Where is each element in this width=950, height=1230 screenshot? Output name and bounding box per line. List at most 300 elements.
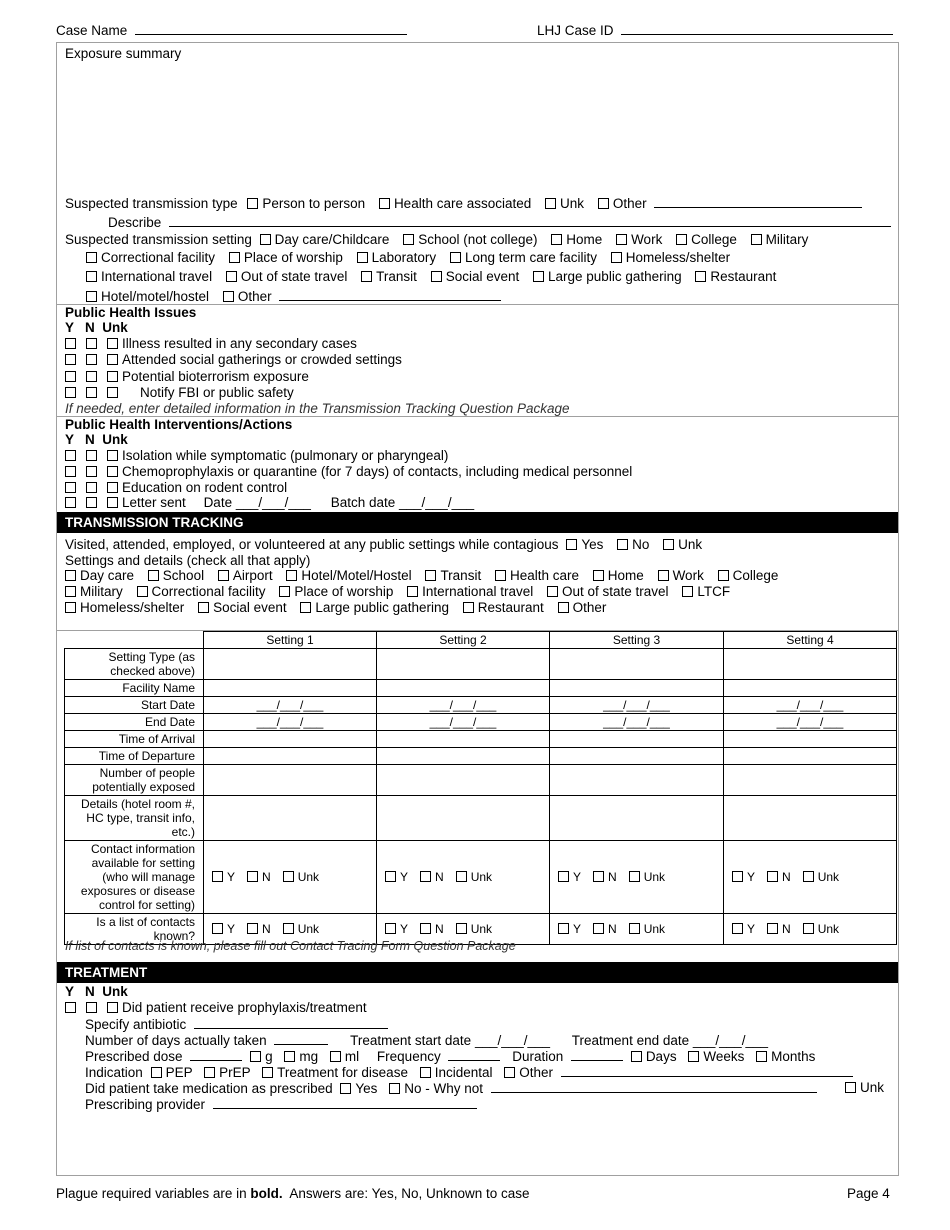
ind-incidental[interactable]: Incidental [420, 1065, 493, 1080]
table-header-row [65, 632, 897, 649]
antibiotic-row [85, 1016, 388, 1033]
checkbox[interactable] [86, 252, 97, 263]
checkbox-unk[interactable] [803, 923, 814, 934]
yn-cell: Y N Unk [724, 841, 897, 914]
checkbox-n[interactable] [420, 871, 431, 882]
frequency-input[interactable] [448, 1048, 500, 1061]
opt-college[interactable]: College [676, 232, 737, 247]
duration-label: Duration [512, 1049, 564, 1064]
days-label: Number of days actually taken [85, 1033, 267, 1048]
checkbox[interactable] [198, 602, 209, 613]
checkbox-n[interactable] [767, 871, 778, 882]
opt-correctional[interactable]: Correctional facility [137, 584, 266, 599]
opt-intl-travel[interactable]: International travel [86, 269, 212, 284]
letter-date-label: Date [203, 495, 233, 510]
contacts-note: If list of contacts is known, please fill out Contact Tracing Form Question Package [65, 939, 516, 953]
lhj-case-id-label: LHJ Case ID [537, 23, 614, 38]
opt-social-event[interactable]: Social event [431, 269, 520, 284]
checkbox[interactable] [262, 1067, 273, 1078]
opt-out-of-state[interactable]: Out of state travel [547, 584, 669, 599]
checkbox[interactable] [340, 1083, 351, 1094]
opt-ltc[interactable]: Long term care facility [450, 250, 597, 265]
date-cell[interactable]: ___/___/___ [724, 697, 897, 714]
dose-input[interactable] [190, 1048, 242, 1061]
row-label: Start Date [65, 697, 204, 714]
date-cell[interactable]: ___/___/___ [724, 714, 897, 731]
row-label: Time of Departure [65, 748, 204, 765]
checkbox[interactable] [204, 1067, 215, 1078]
checkbox[interactable] [300, 602, 311, 613]
checkbox[interactable] [286, 570, 297, 581]
opt-other[interactable]: Other [558, 600, 607, 615]
visited-yes[interactable]: Yes [566, 537, 603, 552]
provider-input[interactable] [213, 1096, 477, 1109]
checkbox[interactable] [389, 1083, 400, 1094]
opt-social-event[interactable]: Social event [198, 600, 287, 615]
checkbox[interactable] [218, 570, 229, 581]
transmission-tracking-bar: TRANSMISSION TRACKING [57, 512, 898, 533]
ind-prep[interactable]: PrEP [204, 1065, 250, 1080]
visited-row [65, 537, 702, 553]
opt-ltcf[interactable]: LTCF [682, 584, 730, 599]
took-row [85, 1080, 817, 1097]
checkbox[interactable] [229, 252, 240, 263]
checkbox-n[interactable] [420, 923, 431, 934]
table-cell[interactable] [724, 748, 897, 765]
checkbox-unk[interactable] [456, 871, 467, 882]
checkbox[interactable] [718, 570, 729, 581]
end-date-label: Treatment end date [571, 1033, 690, 1048]
opt-home[interactable]: Home [593, 568, 644, 583]
date-cell[interactable]: ___/___/___ [550, 714, 724, 731]
days-row [85, 1032, 768, 1049]
table-row [65, 697, 897, 714]
table-cell[interactable] [724, 796, 897, 841]
table-cell[interactable] [204, 765, 377, 796]
checkbox[interactable] [361, 271, 372, 282]
batch-date-label: Batch date [330, 495, 396, 510]
checkbox[interactable] [504, 1067, 515, 1078]
table-cell[interactable] [204, 649, 377, 680]
checkbox[interactable] [631, 1051, 642, 1062]
opt-correctional[interactable]: Correctional facility [86, 250, 215, 265]
opt-daycare[interactable]: Day care/Childcare [260, 232, 390, 247]
start-date-input[interactable]: ___/___/___ [474, 1033, 551, 1048]
table-cell[interactable] [204, 748, 377, 765]
checkbox-y[interactable] [65, 450, 76, 461]
table-row [65, 841, 897, 914]
date-cell[interactable]: ___/___/___ [204, 714, 377, 731]
opt-setting-other[interactable]: Other [223, 289, 272, 304]
phi-title: Public Health Issues [65, 305, 197, 320]
checkbox[interactable] [566, 539, 577, 550]
checkbox-unk[interactable] [107, 482, 118, 493]
checkbox[interactable] [558, 602, 569, 613]
antibiotic-input[interactable] [194, 1016, 388, 1029]
opt-restaurant[interactable]: Restaurant [695, 269, 776, 284]
opt-transit[interactable]: Transit [361, 269, 417, 284]
setting-row-3 [86, 269, 776, 285]
intervention-item: Letter sent Date ___/___/___ Batch date ___/___/___ [65, 495, 474, 511]
visited-unk[interactable]: Unk [663, 537, 702, 552]
checkbox[interactable] [845, 1082, 856, 1093]
treatment-question-row: Did patient receive prophylaxis/treatment [65, 1000, 367, 1016]
checkbox[interactable] [86, 291, 97, 302]
checkbox[interactable] [611, 252, 622, 263]
lhj-case-id-input[interactable] [621, 22, 893, 35]
checkbox-unk[interactable] [107, 1002, 118, 1013]
checkbox-y[interactable] [558, 871, 569, 882]
unit-days[interactable]: Days [631, 1049, 677, 1064]
checkbox[interactable] [137, 586, 148, 597]
checkbox[interactable] [65, 586, 76, 597]
checkbox[interactable] [403, 234, 414, 245]
checkbox-n[interactable] [247, 871, 258, 882]
indication-row [85, 1064, 853, 1081]
checkbox[interactable] [450, 252, 461, 263]
indication-other-input[interactable] [561, 1064, 853, 1077]
yn-cell: Y N Unk [204, 841, 377, 914]
opt-restaurant[interactable]: Restaurant [463, 600, 544, 615]
table-cell[interactable] [204, 731, 377, 748]
checkbox-y[interactable] [385, 871, 396, 882]
checkbox-y[interactable] [558, 923, 569, 934]
checkbox-unk[interactable] [629, 871, 640, 882]
checkbox[interactable] [695, 271, 706, 282]
start-date-label: Treatment start date [350, 1033, 472, 1048]
checkbox-y[interactable] [65, 354, 76, 365]
opt-airport[interactable]: Airport [218, 568, 273, 583]
visited-no[interactable]: No [617, 537, 649, 552]
checkbox[interactable] [226, 271, 237, 282]
opt-home[interactable]: Home [551, 232, 602, 247]
checkbox[interactable] [617, 539, 628, 550]
row-label: Details (hotel room #, HC type, transit info, etc.) [65, 796, 204, 841]
table-cell[interactable] [550, 731, 724, 748]
row-label: Number of people potentially exposed [65, 765, 204, 796]
checkbox[interactable] [495, 570, 506, 581]
checkbox-unk[interactable] [107, 450, 118, 461]
checkbox[interactable] [616, 234, 627, 245]
checkbox-unk[interactable] [629, 923, 640, 934]
ind-pep[interactable]: PEP [151, 1065, 193, 1080]
unit-mg[interactable]: mg [284, 1049, 318, 1064]
setting-row-1 [65, 232, 808, 248]
describe-row [108, 214, 891, 231]
date-cell[interactable]: ___/___/___ [550, 697, 724, 714]
table-cell[interactable] [377, 796, 550, 841]
antibiotic-label: Specify antibiotic [85, 1017, 187, 1032]
checkbox[interactable] [463, 602, 474, 613]
opt-school[interactable]: School (not college) [403, 232, 537, 247]
checkbox-n[interactable] [767, 923, 778, 934]
checkbox[interactable] [751, 234, 762, 245]
phi-note: If needed, enter detailed information in the Transmission Tracking Question Package [65, 401, 570, 416]
checkbox[interactable] [431, 271, 442, 282]
table-cell[interactable] [377, 649, 550, 680]
checkbox-y[interactable] [732, 923, 743, 934]
checkbox[interactable] [425, 570, 436, 581]
table-cell[interactable] [550, 649, 724, 680]
checkbox-unk[interactable] [107, 387, 118, 398]
letter-date-input[interactable]: ___/___/___ [235, 495, 311, 510]
checkbox[interactable] [688, 1051, 699, 1062]
table-cell[interactable] [724, 680, 897, 697]
checkbox-n[interactable] [86, 497, 97, 508]
checkbox[interactable] [86, 271, 97, 282]
checkbox-n[interactable] [86, 338, 97, 349]
checkbox[interactable] [247, 198, 258, 209]
describe-input[interactable] [169, 214, 891, 227]
dose-row [85, 1048, 815, 1065]
transmission-setting-label: Suspected transmission setting [65, 232, 252, 247]
yn-cell: Y N Unk [377, 841, 550, 914]
row-label: Setting Type (as checked above) [65, 649, 204, 680]
checkbox-unk[interactable] [107, 371, 118, 382]
table-row [65, 796, 897, 841]
checkbox-n[interactable] [86, 466, 97, 477]
checkbox-y[interactable] [65, 482, 76, 493]
checkbox-n[interactable] [593, 871, 604, 882]
checkbox-y[interactable] [65, 497, 76, 508]
opt-laboratory[interactable]: Laboratory [357, 250, 437, 265]
case-name-input[interactable] [135, 22, 407, 35]
settings-table [64, 631, 897, 945]
opt-military[interactable]: Military [751, 232, 809, 247]
ind-other[interactable]: Other [504, 1065, 553, 1080]
intervention-item: Education on rodent control [65, 480, 287, 496]
exposure-summary-label: Exposure summary [65, 46, 182, 61]
setting-other-input[interactable] [279, 288, 501, 301]
opt-school[interactable]: School [148, 568, 204, 583]
checkbox[interactable] [676, 234, 687, 245]
row-label: Time of Arrival [65, 731, 204, 748]
took-yes[interactable]: Yes [340, 1081, 377, 1096]
checkbox-y[interactable] [65, 338, 76, 349]
date-cell[interactable]: ___/___/___ [377, 697, 550, 714]
table-corner [65, 632, 204, 649]
checkbox-unk[interactable] [456, 923, 467, 934]
checkbox-unk[interactable] [803, 871, 814, 882]
opt-large-gathering[interactable]: Large public gathering [300, 600, 449, 615]
opt-hotel[interactable]: Hotel/Motel/Hostel [286, 568, 411, 583]
checkbox[interactable] [223, 291, 234, 302]
table-row [65, 714, 897, 731]
checkbox-n[interactable] [593, 923, 604, 934]
opt-health-care[interactable]: Health care [495, 568, 579, 583]
checkbox-unk[interactable] [283, 923, 294, 934]
checkbox[interactable] [663, 539, 674, 550]
table-cell[interactable] [550, 796, 724, 841]
provider-label: Prescribing provider [85, 1097, 206, 1112]
opt-work[interactable]: Work [616, 232, 662, 247]
checkbox[interactable] [357, 252, 368, 263]
opt-unk[interactable]: Unk [545, 196, 584, 211]
checkbox[interactable] [682, 586, 693, 597]
dose-label: Prescribed dose [85, 1049, 183, 1064]
opt-work[interactable]: Work [658, 568, 704, 583]
interventions-yn-header: Y N Unk [65, 432, 128, 447]
table-cell[interactable] [204, 796, 377, 841]
phi-item: Notify FBI or public safety [65, 385, 294, 401]
opt-health-care-associated[interactable]: Health care associated [379, 196, 531, 211]
other-type-input[interactable] [654, 195, 862, 208]
checkbox-n[interactable] [86, 482, 97, 493]
checkbox[interactable] [379, 198, 390, 209]
tracking-row-2 [65, 584, 730, 600]
took-no[interactable]: No - Why not [389, 1081, 483, 1096]
setting-row-2 [86, 250, 730, 266]
table-cell[interactable] [377, 765, 550, 796]
checkbox[interactable] [658, 570, 669, 581]
table-cell[interactable] [377, 731, 550, 748]
checkbox-y[interactable] [212, 923, 223, 934]
table-row [65, 649, 897, 680]
table-row [65, 765, 897, 796]
opt-military[interactable]: Military [65, 584, 123, 599]
unit-ml[interactable]: ml [330, 1049, 359, 1064]
table-cell[interactable] [724, 649, 897, 680]
yn-cell: Y N Unk [204, 914, 377, 945]
checkbox-y[interactable] [65, 1002, 76, 1013]
case-name-field[interactable] [56, 22, 407, 39]
checkbox-y[interactable] [65, 466, 76, 477]
yn-cell: Y N Unk [724, 914, 897, 945]
checkbox[interactable] [598, 198, 609, 209]
table-cell[interactable] [550, 765, 724, 796]
setting-row-4 [86, 288, 501, 305]
opt-large-gathering[interactable]: Large public gathering [533, 269, 682, 284]
lhj-case-id-field[interactable] [537, 22, 893, 39]
checkbox[interactable] [533, 271, 544, 282]
opt-worship[interactable]: Place of worship [229, 250, 343, 265]
column-header: Setting 3 [550, 632, 724, 649]
checkbox[interactable] [545, 198, 556, 209]
unit-g[interactable]: g [250, 1049, 273, 1064]
checkbox[interactable] [756, 1051, 767, 1062]
yn-cell: Y N Unk [550, 914, 724, 945]
column-header: Setting 1 [204, 632, 377, 649]
table-cell[interactable] [377, 680, 550, 697]
checkbox-unk[interactable] [107, 466, 118, 477]
opt-college[interactable]: College [718, 568, 779, 583]
duration-input[interactable] [571, 1048, 623, 1061]
opt-daycare[interactable]: Day care [65, 568, 134, 583]
table-row [65, 680, 897, 697]
table-cell[interactable] [724, 731, 897, 748]
end-date-input[interactable]: ___/___/___ [692, 1033, 768, 1048]
date-cell[interactable]: ___/___/___ [204, 697, 377, 714]
page-number: Page 4 [847, 1186, 890, 1201]
unit-months[interactable]: Months [756, 1049, 815, 1064]
checkbox-n[interactable] [86, 387, 97, 398]
table-row [65, 748, 897, 765]
opt-homeless[interactable]: Homeless/shelter [611, 250, 730, 265]
column-header: Setting 2 [377, 632, 550, 649]
table-cell[interactable] [377, 748, 550, 765]
checkbox[interactable] [420, 1067, 431, 1078]
phi-item: Potential bioterrorism exposure [65, 369, 309, 385]
phi-item: Attended social gatherings or crowded settings [65, 352, 402, 368]
frequency-label: Frequency [376, 1049, 441, 1064]
checkbox-n[interactable] [247, 923, 258, 934]
opt-transit[interactable]: Transit [425, 568, 481, 583]
opt-other[interactable]: Other [598, 196, 647, 211]
row-label: Is a list of contacts known? [65, 914, 204, 945]
checkbox-unk[interactable] [283, 871, 294, 882]
checkbox-n[interactable] [86, 450, 97, 461]
took-unk[interactable]: Unk [845, 1080, 884, 1096]
opt-homeless[interactable]: Homeless/shelter [65, 600, 184, 615]
opt-hotel[interactable]: Hotel/motel/hostel [86, 289, 209, 304]
describe-label: Describe [108, 215, 162, 230]
opt-person-to-person[interactable]: Person to person [247, 196, 365, 211]
interventions-title: Public Health Interventions/Actions [65, 417, 293, 432]
unit-weeks[interactable]: Weeks [688, 1049, 744, 1064]
checkbox[interactable] [65, 602, 76, 613]
checkbox[interactable] [330, 1051, 341, 1062]
checkbox[interactable] [148, 570, 159, 581]
treatment-yn-header: Y N Unk [65, 984, 128, 999]
ind-treatment[interactable]: Treatment for disease [262, 1065, 408, 1080]
checkbox-y[interactable] [732, 871, 743, 882]
tracking-row-1 [65, 568, 778, 584]
checkbox-n[interactable] [86, 1002, 97, 1013]
checkbox-y[interactable] [385, 923, 396, 934]
checkbox[interactable] [593, 570, 604, 581]
opt-intl-travel[interactable]: International travel [407, 584, 533, 599]
why-not-input[interactable] [491, 1080, 817, 1093]
yn-cell: Y N Unk [377, 914, 550, 945]
checkbox[interactable] [547, 586, 558, 597]
checkbox-unk[interactable] [107, 497, 118, 508]
checkbox-n[interactable] [86, 354, 97, 365]
days-input[interactable] [274, 1032, 328, 1045]
tracking-row-3 [65, 600, 606, 616]
checkbox[interactable] [551, 234, 562, 245]
batch-date-input[interactable]: ___/___/___ [399, 495, 475, 510]
table-cell[interactable] [204, 680, 377, 697]
checkbox[interactable] [250, 1051, 261, 1062]
checkbox-y[interactable] [65, 371, 76, 382]
checkbox[interactable] [284, 1051, 295, 1062]
checkbox-unk[interactable] [107, 354, 118, 365]
checkbox-n[interactable] [86, 371, 97, 382]
date-cell[interactable]: ___/___/___ [377, 714, 550, 731]
checkbox-y[interactable] [212, 871, 223, 882]
opt-worship[interactable]: Place of worship [279, 584, 393, 599]
case-name-label: Case Name [56, 23, 128, 38]
opt-out-of-state[interactable]: Out of state travel [226, 269, 348, 284]
checkbox[interactable] [65, 570, 76, 581]
checkbox[interactable] [407, 586, 418, 597]
checkbox[interactable] [151, 1067, 162, 1078]
table-cell[interactable] [550, 748, 724, 765]
checkbox[interactable] [260, 234, 271, 245]
table-cell[interactable] [724, 765, 897, 796]
checkbox-unk[interactable] [107, 338, 118, 349]
provider-row [85, 1096, 477, 1113]
treatment-bar: TREATMENT [57, 962, 898, 983]
checkbox[interactable] [279, 586, 290, 597]
checkbox-y[interactable] [65, 387, 76, 398]
indication-label: Indication [85, 1065, 143, 1080]
phi-item: Illness resulted in any secondary cases [65, 336, 357, 352]
table-cell[interactable] [550, 680, 724, 697]
row-label: End Date [65, 714, 204, 731]
footer-note: Plague required variables are in bold. Answers are: Yes, No, Unknown to case [56, 1186, 530, 1201]
transmission-type-row [65, 195, 862, 212]
